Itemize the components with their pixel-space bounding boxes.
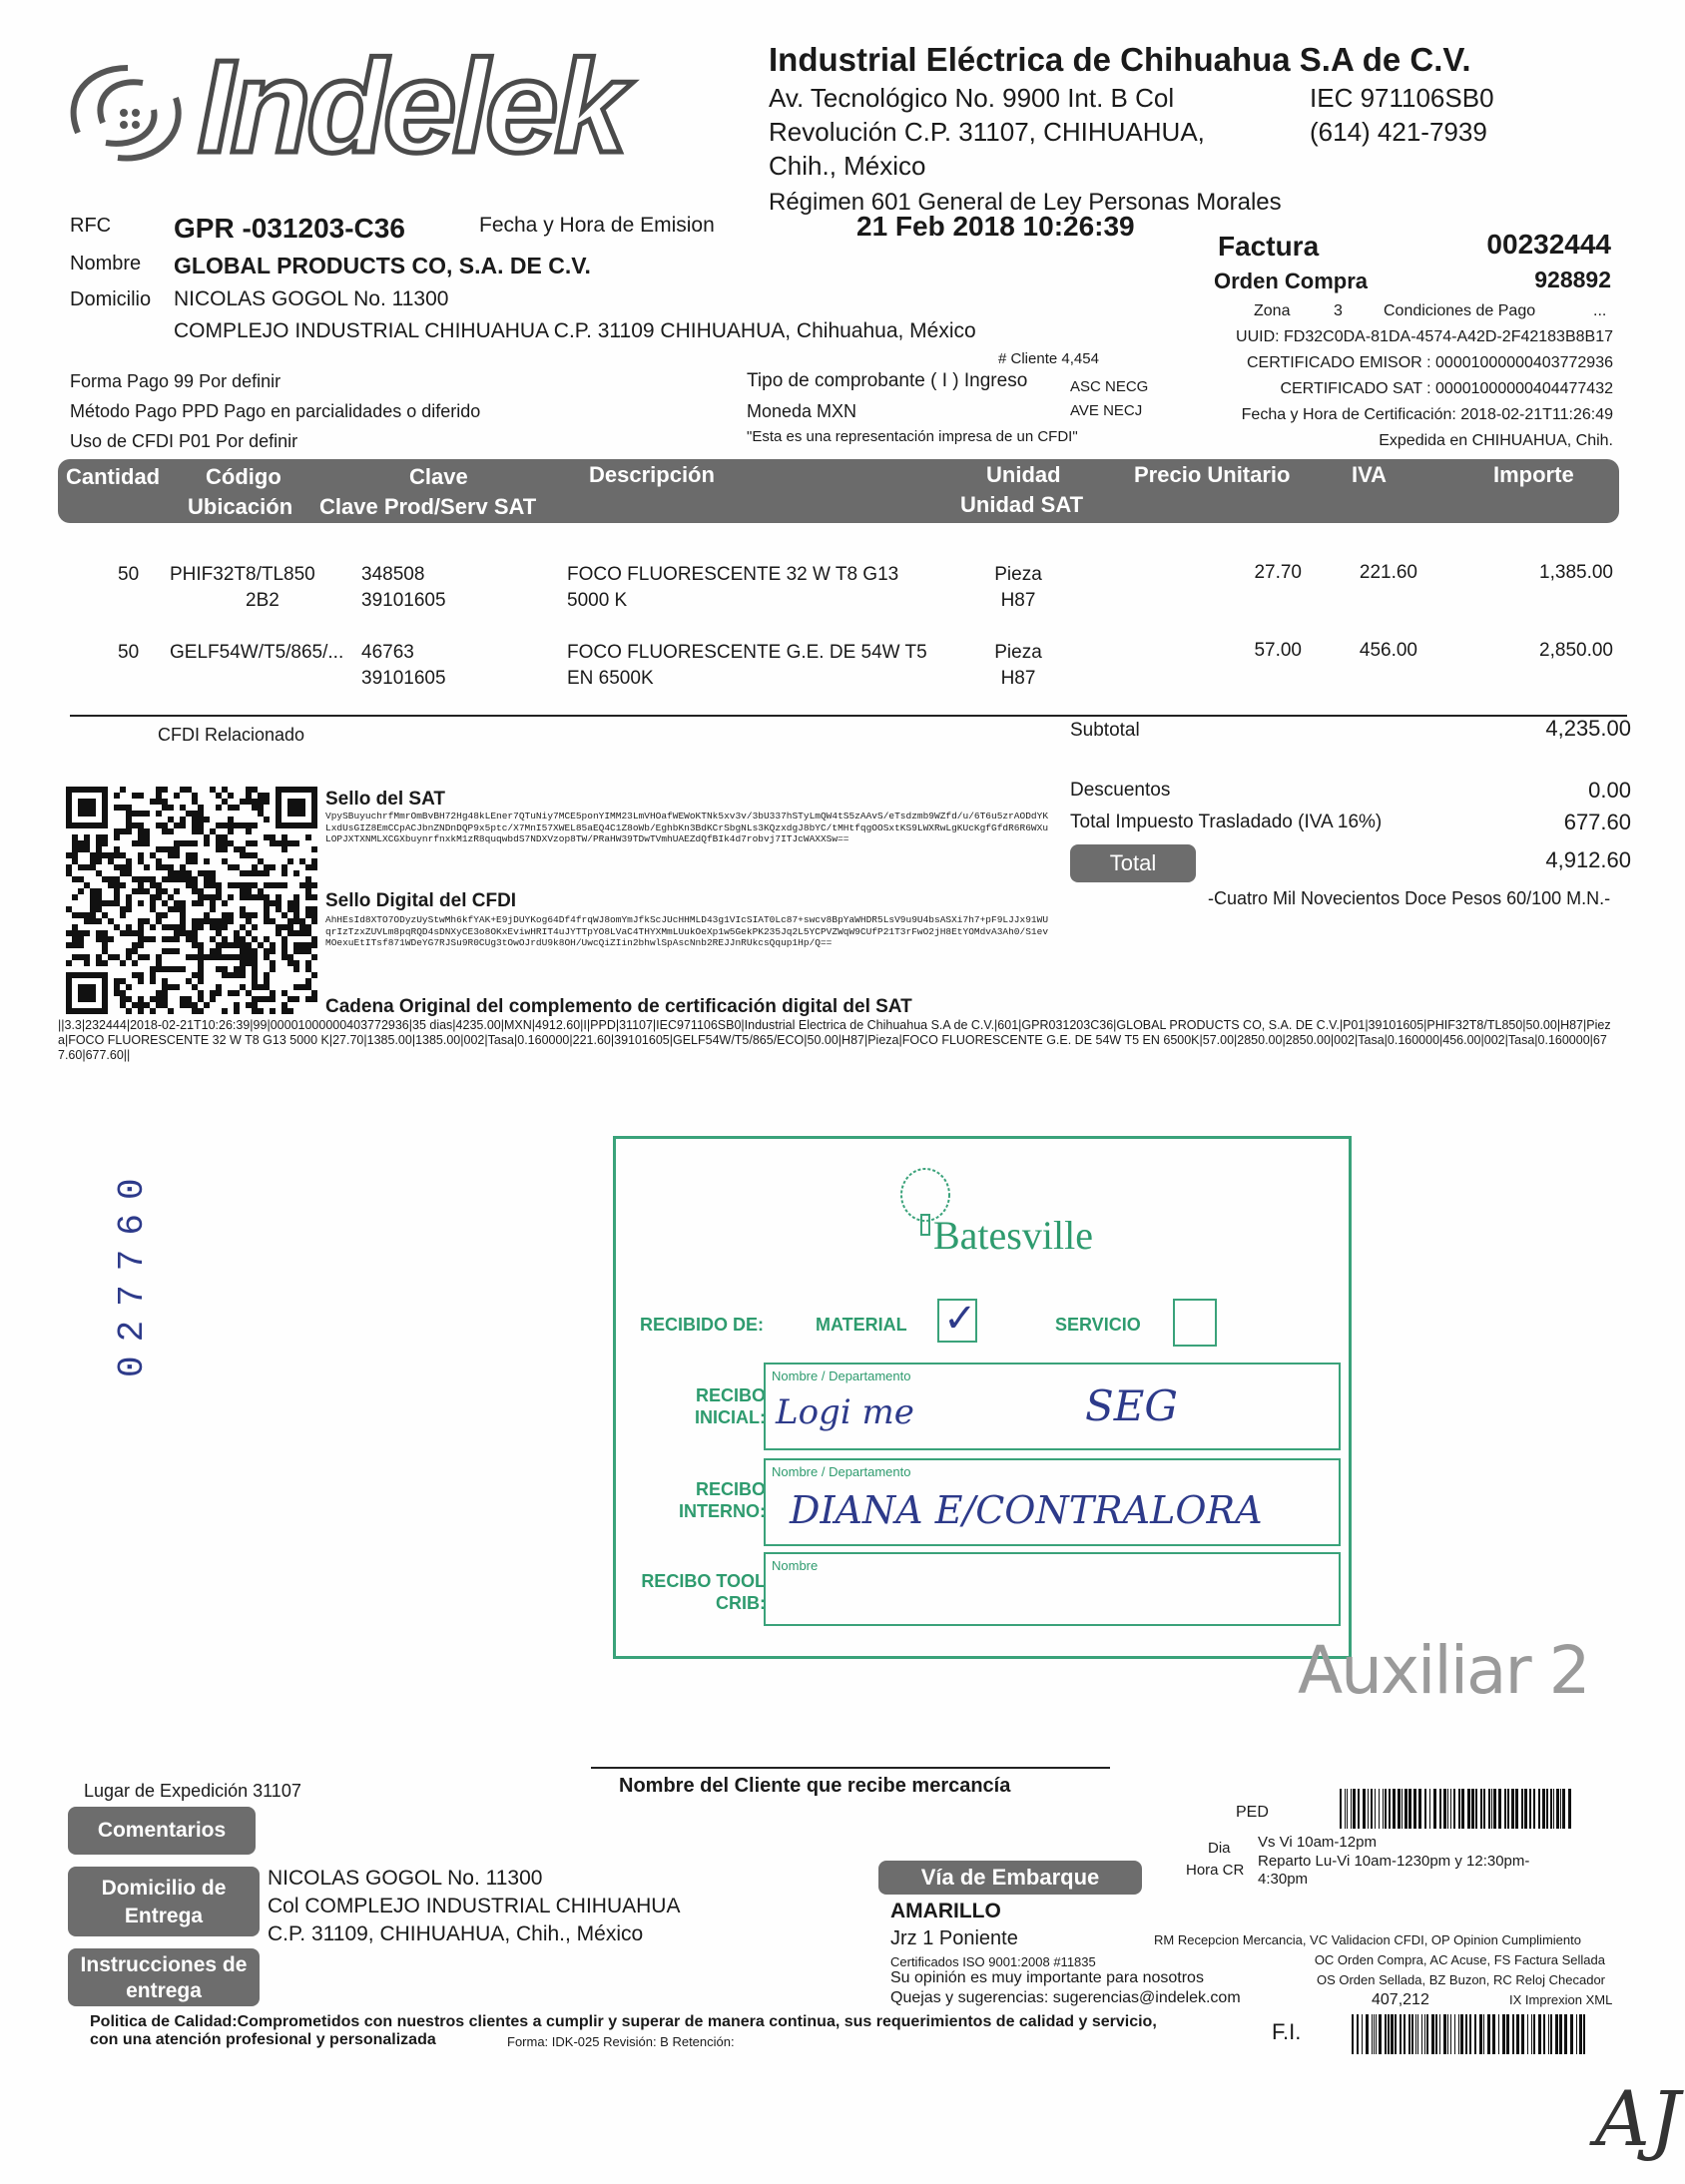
ave: AVE NECJ xyxy=(1070,402,1143,419)
condiciones-label: Condiciones de Pago xyxy=(1384,302,1536,319)
client-nombre: GLOBAL PRODUCTS CO, S.A. DE C.V. xyxy=(174,253,591,278)
os-legend: OS Orden Sellada, BZ Buzon, RC Reloj Checador xyxy=(1316,1972,1605,1987)
oc-legend: OC Orden Compra, AC Acuse, FS Factura Sellada xyxy=(1314,1952,1605,1967)
forma-pago: Forma Pago 99 Por definir xyxy=(70,371,281,391)
client-rfc: GPR -031203-C36 xyxy=(174,213,405,244)
asc: ASC NECG xyxy=(1070,378,1149,395)
barcode-top xyxy=(1340,1789,1575,1829)
material-checkbox[interactable] xyxy=(937,1299,977,1343)
forma-revision: Forma: IDK-025 Revisión: B Retención: xyxy=(507,2034,735,2049)
ped-label: PED xyxy=(1236,1804,1269,1821)
fecha-emision: 21 Feb 2018 10:26:39 xyxy=(856,211,1135,242)
tipo-comprobante: Tipo de comprobante ( I ) Ingreso xyxy=(747,370,1028,391)
header-ubicacion: Ubicación xyxy=(188,494,293,519)
row-unidad-sat: H87 xyxy=(1000,668,1036,689)
row-clave-sat: 39101605 xyxy=(361,590,446,611)
domicilio-entrega-1: NICOLAS GOGOL No. 11300 xyxy=(268,1867,543,1890)
metodo-pago: Método Pago PPD Pago en parcialidades o diferido xyxy=(70,401,481,421)
orden-compra-label: Orden Compra xyxy=(1214,269,1369,293)
stamp-recibo-tool: RECIBO TOOL CRIB: xyxy=(641,1571,766,1613)
signature-line xyxy=(591,1767,1110,1769)
company-rfc: IEC 971106SB0 xyxy=(1310,83,1494,113)
logo-text: Indelek xyxy=(198,33,624,180)
table-header xyxy=(58,459,1619,523)
barcode-icon xyxy=(1340,1789,1575,1829)
qr-code-icon xyxy=(66,787,317,1014)
row-cantidad: 50 xyxy=(118,564,140,585)
domicilio-label: Domicilio xyxy=(70,288,152,310)
sello-sat: VpySBuyuchrfMmrOmBvBH72Hg48kLEner7QTuNiy7MCE5ponYIMM23LmVHOafWEWoKTNk5xv3v/3bU337hSTyLmQW4tS5zAAvS/eTsdzmb9WZfd/u/6T6u5zrAODdYKLxdUsGIZ8EmCCpACJbnZNDnDQP9x5ptc/X7MnI57XWEL85aEQ4C1Z8oWb/EghbKn3BdKCrSbgNLs3KQzxdgJ8bYC/tMHtfqgOOSxtKS9LWXRwLgKUcKgfGfdR6R6WXuLOPJXTXNMLXCGXbuynrfnxkM1zR8quqwbdS7NDXVzop8TW/PRaHW39TDwTVmhUAEZdQfBIk4d7robvj7ITJcWAXXSw== xyxy=(325,811,1049,844)
company-address-2: Revolución C.P. 31107, CHIHUAHUA, xyxy=(769,117,1205,147)
cfdi-relacionado: CFDI Relacionado xyxy=(158,725,305,745)
servicio-checkbox[interactable] xyxy=(1173,1299,1217,1347)
row-iva: 456.00 xyxy=(1359,640,1417,661)
company-regimen: Régimen 601 General de Ley Personas Morales xyxy=(769,189,1282,216)
handwritten-initials: AJ xyxy=(1595,2074,1681,2163)
stamp-recibo-interno: RECIBO INTERNO: xyxy=(679,1479,766,1521)
qr-code xyxy=(66,787,317,1014)
row-precio: 27.70 xyxy=(1254,562,1302,583)
recibo-interno-hw: DIANA E/CONTRALORA xyxy=(790,1488,1263,1532)
nombre-cliente-label: Nombre del Cliente que recibe mercancía xyxy=(619,1775,1011,1797)
header-cantidad: Cantidad xyxy=(66,464,161,489)
sello-sat-label: Sello del SAT xyxy=(325,789,446,810)
row-unidad-sat: H87 xyxy=(1000,590,1036,611)
stamp-material: MATERIAL xyxy=(816,1315,907,1335)
nombre-depto-label: Nombre / Departamento xyxy=(772,1368,911,1383)
certificado-sat: CERTIFICADO SAT : 00001000000404477432 xyxy=(1280,380,1613,397)
uso-cfdi: Uso de CFDI P01 Por definir xyxy=(70,431,298,451)
company-name: Industrial Eléctrica de Chihuahua S.A de C.V. xyxy=(769,41,1471,78)
expedida-en: Expedida en CHIHUAHUA, Chih. xyxy=(1379,432,1613,449)
batesville-stamp xyxy=(613,1136,1352,1659)
row-cantidad: 50 xyxy=(118,642,140,663)
domicilio-entrega-label: Domicilio de Entrega xyxy=(68,1867,260,1936)
politica-calidad-2: con una atención profesional y personalizada xyxy=(90,2031,436,2048)
sello-cfdi-label: Sello Digital del CFDI xyxy=(325,890,517,911)
row-iva: 221.60 xyxy=(1359,562,1417,583)
recibo-tool-field[interactable] xyxy=(764,1552,1341,1626)
row-descripcion-1: FOCO FLUORESCENTE 32 W T8 G13 xyxy=(567,564,899,585)
numero-407: 407,212 xyxy=(1372,1991,1429,2008)
comentarios-button: Comentarios xyxy=(68,1807,256,1855)
fi-label: F.I. xyxy=(1272,2019,1302,2044)
company-address-3: Chih., México xyxy=(769,151,926,181)
orden-compra: 928892 xyxy=(1534,267,1611,292)
recibo-inicial-field[interactable] xyxy=(764,1363,1341,1450)
ix-legend: IX Imprexion XML xyxy=(1509,1992,1613,2007)
stamp-servicio: SERVICIO xyxy=(1055,1315,1141,1335)
auxiliar-stamp: Auxiliar 2 xyxy=(1298,1632,1589,1709)
table-row xyxy=(0,561,1685,621)
row-clave-sat: 39101605 xyxy=(361,668,446,689)
via-embarque-label: Vía de Embarque xyxy=(878,1861,1142,1895)
header-clave-prod: Clave Prod/Serv SAT xyxy=(319,494,537,519)
cadena-original: ||3.3|232444|2018-02-21T10:26:39|99|00001000000403772936|35 dias|4235.00|MXN|4912.60|I|PPD|31107|IEC971106SB0|Industrial Electrica de Chihuahua S.A de C.V.|601|GPR031203C36|GLOBAL PRODUCTS CO, S.A. DE C.V.|P01|39101605|PHIF32T8/TL850|50.00|H87|Pieza|FOCO FLUORESCENTE 32 W T8 G13 5000 K|27.70|1385.00|1385.00|002|Tasa|0.160000|221.60|39101605|GELF54W/T5/865/ECO|50.00|H87|Pieza|FOCO FLUORESCENTE G.E. DE 54W T5 EN 6500K|57.00|2850.00|2850.00|002|Tasa|0.160000|456.00|002|Tasa|0.160000|677.60|677.60|| xyxy=(58,1018,1611,1062)
header-importe: Importe xyxy=(1493,462,1574,487)
nombre-depto-label: Nombre / Departamento xyxy=(772,1464,911,1479)
fecha-certificacion: Fecha y Hora de Certificación: 2018-02-21T11:26:49 xyxy=(1241,406,1613,423)
company-phone: (614) 421-7939 xyxy=(1310,117,1487,147)
company-logo xyxy=(58,33,717,188)
via-jrz: Jrz 1 Poniente xyxy=(890,1927,1018,1949)
stamp-recibido-de: RECIBIDO DE: xyxy=(640,1315,765,1335)
barcode-icon xyxy=(1352,2014,1587,2054)
fecha-emision-label: Fecha y Hora de Emision xyxy=(479,214,715,237)
uuid: UUID: FD32C0DA-81DA-4574-A42D-2F42183B8B17 xyxy=(1236,328,1613,345)
row-codigo: PHIF32T8/TL850 xyxy=(170,564,315,585)
cliente-number: # Cliente 4,454 xyxy=(998,350,1099,367)
row-unidad: Pieza xyxy=(994,564,1042,585)
certificados-iso: Certificados ISO 9001:2008 #11835 xyxy=(890,1954,1096,1969)
total-en-letra: -Cuatro Mil Novecientos Doce Pesos 60/100 M.N.- xyxy=(1208,888,1611,908)
zona: 3 xyxy=(1334,302,1343,319)
header-precio: Precio Unitario xyxy=(1134,462,1291,487)
material-check: ✓ xyxy=(943,1297,977,1341)
table-divider xyxy=(70,715,1627,717)
subtotal: 4,235.00 xyxy=(1545,716,1631,741)
rfc-label: RFC xyxy=(70,215,112,237)
row-precio: 57.00 xyxy=(1254,640,1302,661)
recibo-interno-field[interactable] xyxy=(764,1458,1341,1546)
dia-label: Dia xyxy=(1208,1840,1231,1857)
recibo-inicial-hw-2: SEG xyxy=(1085,1381,1178,1430)
row-clave: 348508 xyxy=(361,564,425,585)
table-row xyxy=(0,639,1685,699)
factura-label: Factura xyxy=(1218,231,1320,262)
side-number: 027760 xyxy=(112,1164,153,1377)
row-descripcion-2: 5000 K xyxy=(567,590,628,611)
rm-legend: RM Recepcion Mercancia, VC Validacion CFDI, OP Opinion Cumplimiento xyxy=(1154,1932,1581,1947)
client-domicilio-2: COMPLEJO INDUSTRIAL CHIHUAHUA C.P. 31109 CHIHUAHUA, Chihuahua, México xyxy=(174,319,976,342)
recibo-inicial-hw-1: Logi me xyxy=(776,1392,914,1432)
total: 4,912.60 xyxy=(1545,847,1631,872)
header-codigo: Código xyxy=(206,464,281,489)
factura-number: 00232444 xyxy=(1486,229,1611,260)
instrucciones-entrega-label: Instrucciones de entrega xyxy=(68,1948,260,2006)
row-descripcion-2: EN 6500K xyxy=(567,668,654,689)
horario-reparto: Reparto Lu-Vi 10am-1230pm y 12:30pm-4:30pm xyxy=(1258,1853,1530,1888)
row-descripcion-1: FOCO FLUORESCENTE G.E. DE 54W T5 xyxy=(567,642,927,663)
condiciones: ... xyxy=(1593,302,1607,319)
quejas: Quejas y sugerencias: sugerencias@indelek.com xyxy=(890,1989,1241,2006)
nombre-label: Nombre xyxy=(70,253,142,274)
cadena-label: Cadena Original del complemento de certificación digital del SAT xyxy=(325,996,912,1017)
company-address-1: Av. Tecnológico No. 9900 Int. B Col xyxy=(769,83,1175,113)
horario-vs: Vs Vi 10am-12pm xyxy=(1258,1834,1377,1851)
lugar-expedicion: Lugar de Expedición 31107 xyxy=(84,1781,301,1801)
client-domicilio-1: NICOLAS GOGOL No. 11300 xyxy=(174,287,449,310)
row-clave: 46763 xyxy=(361,642,414,663)
stamp-brand: Batesville xyxy=(933,1213,1093,1258)
total-label: Total xyxy=(1070,844,1196,882)
row-unidad: Pieza xyxy=(994,642,1042,663)
certificado-emisor: CERTIFICADO EMISOR : 00001000000403772936 xyxy=(1246,354,1613,371)
hora-cr-label: Hora CR xyxy=(1186,1862,1245,1879)
via-amarillo: AMARILLO xyxy=(890,1900,1001,1922)
row-ubicacion: 2B2 xyxy=(246,590,280,611)
row-importe: 2,850.00 xyxy=(1539,640,1613,661)
domicilio-entrega-3: C.P. 31109, CHIHUAHUA, Chih., México xyxy=(268,1922,644,1945)
header-iva: IVA xyxy=(1352,462,1388,487)
zona-label: Zona xyxy=(1254,302,1291,319)
subtotal-label: Subtotal xyxy=(1070,720,1140,741)
descuentos: 0.00 xyxy=(1588,778,1631,803)
domicilio-entrega-2: Col COMPLEJO INDUSTRIAL CHIHUAHUA xyxy=(268,1895,681,1917)
header-unidad: Unidad xyxy=(986,462,1061,487)
nombre-label: Nombre xyxy=(772,1558,819,1573)
impuesto-label: Total Impuesto Trasladado (IVA 16%) xyxy=(1070,812,1383,832)
descuentos-label: Descuentos xyxy=(1070,780,1171,801)
moneda: Moneda MXN xyxy=(747,401,857,421)
politica-calidad-1: Politica de Calidad:Comprometidos con nuestros clientes a cumplir y superar de manera continua, sus requerimientos de calidad y servicio, xyxy=(90,2013,1157,2030)
row-codigo: GELF54W/T5/865/... xyxy=(170,642,344,663)
opinion: Su opinión es muy importante para nosotros xyxy=(890,1969,1204,1986)
row-importe: 1,385.00 xyxy=(1539,562,1613,583)
header-clave: Clave xyxy=(409,464,468,489)
sello-cfdi: AhHEsId8XTO7ODyzUyStwMh6kfYAK+E9jDUYKog64Df4frqWJ8omYmJfkScJUcHHMLD43g1VIcSIAT0Lc87+swcv8BpYaWHDR5LsV9u9U4bsASXi7h7+pF9LJJx91WUqrIzTzxZUVLm8pqRQD4sDNXyCE3o8OKxEviwHRIT4uJYTTpYO8LVaC4THYXMmLUukOeXp1w5GekPK235Jq2L5YCPVZWqW9CUfP21T3rFwO2jH8EtYOMdvA3Ah0/S1evMOexuEtITsf871WDeYG7RJSu9R0CUg3tOwOJrdU9k8OH/UwcQiZIin2bhwlSpAscNnb2REJJnRUkcsQqup1Hp/Q== xyxy=(325,914,1049,948)
barcode-bottom xyxy=(1352,2014,1587,2054)
header-descripcion: Descripción xyxy=(589,462,715,487)
representacion-cfdi: "Esta es una representación impresa de un CFDI" xyxy=(747,428,1078,445)
impuesto: 677.60 xyxy=(1563,810,1631,834)
header-unidad-sat: Unidad SAT xyxy=(960,492,1084,517)
stamp-recibo-inicial: RECIBO INICIAL: xyxy=(695,1385,766,1427)
